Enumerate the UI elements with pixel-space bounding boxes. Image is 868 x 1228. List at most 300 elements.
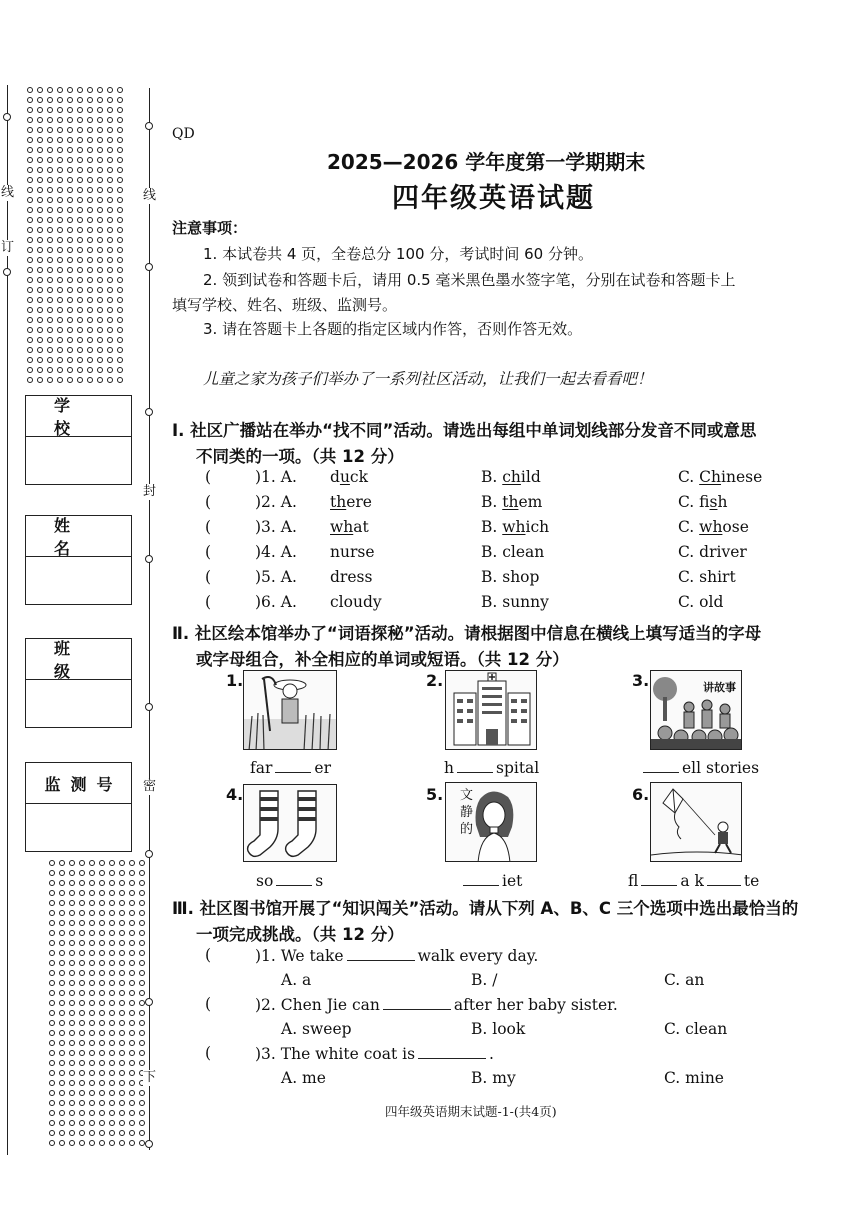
perforation-dot bbox=[59, 970, 65, 976]
perforation-dot bbox=[107, 97, 113, 103]
perforation-dot bbox=[77, 127, 83, 133]
perforation-dot bbox=[79, 1080, 85, 1086]
perforation-dot bbox=[37, 297, 43, 303]
stem-text: . bbox=[489, 1045, 494, 1063]
socks-picture bbox=[243, 784, 337, 862]
quiet-girl-picture bbox=[445, 782, 537, 862]
perforation-dot bbox=[47, 377, 53, 383]
answer-paren[interactable]: ( bbox=[205, 593, 212, 611]
perforation-dot bbox=[27, 97, 33, 103]
perforation-dot bbox=[117, 237, 123, 243]
perforation-dot bbox=[107, 377, 113, 383]
class-field[interactable] bbox=[25, 638, 132, 728]
perforation-dot bbox=[129, 1110, 135, 1116]
perforation-dot bbox=[27, 167, 33, 173]
perforation-dot bbox=[109, 960, 115, 966]
pic-number: 1. bbox=[226, 671, 244, 690]
perforation-dot bbox=[119, 1100, 125, 1106]
answer-blank[interactable] bbox=[707, 871, 741, 886]
perforation-dot bbox=[69, 1120, 75, 1126]
binding-line-middle bbox=[149, 88, 150, 1150]
perforation-dot bbox=[97, 147, 103, 153]
perforation-dot bbox=[87, 97, 93, 103]
perforation-dot bbox=[57, 347, 63, 353]
binding-ring bbox=[145, 998, 153, 1006]
perforation-dot bbox=[119, 910, 125, 916]
perforation-dot bbox=[117, 307, 123, 313]
perforation-dot bbox=[89, 1000, 95, 1006]
perforation-dot bbox=[117, 87, 123, 93]
perforation-dot bbox=[87, 107, 93, 113]
perforation-dot bbox=[69, 920, 75, 926]
perforation-dot bbox=[89, 940, 95, 946]
perforation-dot bbox=[47, 227, 53, 233]
option-text: d bbox=[330, 468, 340, 486]
perforation-dot bbox=[109, 1100, 115, 1106]
perforation-dot bbox=[107, 257, 113, 263]
perforation-dot bbox=[57, 187, 63, 193]
perforation-dot bbox=[59, 1140, 65, 1146]
option-text: C. old bbox=[678, 593, 724, 611]
perforation-dot bbox=[69, 910, 75, 916]
perforation-dot bbox=[139, 1040, 145, 1046]
school-field[interactable] bbox=[25, 395, 132, 485]
perforation-dot bbox=[49, 1040, 55, 1046]
perforation-dot bbox=[77, 287, 83, 293]
perforation-dot bbox=[89, 880, 95, 886]
perforation-dot bbox=[79, 890, 85, 896]
perforation-dot bbox=[77, 167, 83, 173]
perforation-dot bbox=[119, 870, 125, 876]
option-b[interactable]: B. / bbox=[471, 971, 498, 989]
perforation-dot bbox=[47, 177, 53, 183]
perforation-dot bbox=[87, 137, 93, 143]
perforation-dot bbox=[57, 327, 63, 333]
perforation-dot bbox=[37, 167, 43, 173]
perforation-dots-bottom bbox=[47, 858, 147, 1148]
perforation-dot bbox=[119, 980, 125, 986]
perforation-dot bbox=[69, 860, 75, 866]
perforation-dot bbox=[117, 147, 123, 153]
perforation-dot bbox=[109, 950, 115, 956]
stem-text: walk every day. bbox=[417, 947, 539, 965]
perforation-dot bbox=[99, 1140, 105, 1146]
perforation-dot bbox=[67, 307, 73, 313]
option-text: B. clean bbox=[481, 543, 545, 561]
perforation-dot bbox=[37, 107, 43, 113]
perforation-dot bbox=[107, 217, 113, 223]
binding-ring bbox=[145, 1140, 153, 1148]
option-c[interactable]: C. clean bbox=[664, 1020, 728, 1038]
perforation-dot bbox=[77, 247, 83, 253]
perforation-dot bbox=[37, 347, 43, 353]
perforation-dot bbox=[97, 307, 103, 313]
perforation-dot bbox=[69, 1070, 75, 1076]
perforation-dot bbox=[67, 257, 73, 263]
perforation-dot bbox=[67, 87, 73, 93]
perforation-dot bbox=[49, 910, 55, 916]
perforation-dot bbox=[107, 277, 113, 283]
perforation-dot bbox=[27, 297, 33, 303]
perforation-dot bbox=[109, 990, 115, 996]
answer-blank[interactable] bbox=[418, 1044, 486, 1059]
answer-paren[interactable]: ( bbox=[205, 518, 212, 536]
option-c[interactable]: C. an bbox=[664, 971, 705, 989]
perforation-dot bbox=[49, 1050, 55, 1056]
perforation-dot bbox=[59, 940, 65, 946]
perforation-dot bbox=[77, 307, 83, 313]
perforation-dots-top bbox=[25, 85, 125, 385]
perforation-dot bbox=[67, 187, 73, 193]
perforation-dot bbox=[107, 157, 113, 163]
perforation-dot bbox=[87, 287, 93, 293]
perforation-dot bbox=[79, 1050, 85, 1056]
option-b[interactable]: B. my bbox=[471, 1069, 516, 1087]
perforation-dot bbox=[27, 317, 33, 323]
perforation-dot bbox=[47, 237, 53, 243]
perforation-dot bbox=[129, 960, 135, 966]
question-number: )6. A. bbox=[255, 593, 297, 611]
option-b bbox=[481, 593, 549, 611]
perforation-dot bbox=[97, 297, 103, 303]
option-b[interactable]: B. look bbox=[471, 1020, 526, 1038]
perforation-dot bbox=[67, 167, 73, 173]
perforation-dot bbox=[89, 870, 95, 876]
perforation-dot bbox=[87, 277, 93, 283]
perforation-dot bbox=[87, 127, 93, 133]
perforation-dot bbox=[77, 267, 83, 273]
perforation-dot bbox=[119, 920, 125, 926]
perforation-dot bbox=[97, 157, 103, 163]
perforation-dot bbox=[87, 217, 93, 223]
perforation-dot bbox=[59, 1000, 65, 1006]
perforation-dot bbox=[99, 1080, 105, 1086]
perforation-dot bbox=[77, 227, 83, 233]
perforation-dot bbox=[67, 267, 73, 273]
option-text: ere bbox=[346, 493, 372, 511]
perforation-dot bbox=[59, 890, 65, 896]
perforation-dot bbox=[87, 157, 93, 163]
binding-char: 订 bbox=[1, 240, 15, 255]
perforation-dot bbox=[109, 940, 115, 946]
option-a bbox=[330, 543, 375, 561]
perforation-dot bbox=[97, 127, 103, 133]
perforation-dot bbox=[79, 1020, 85, 1026]
perforation-dot bbox=[59, 900, 65, 906]
perforation-dot bbox=[69, 890, 75, 896]
perforation-dot bbox=[67, 247, 73, 253]
perforation-dot bbox=[79, 1030, 85, 1036]
perforation-dot bbox=[67, 337, 73, 343]
perforation-dot bbox=[99, 870, 105, 876]
perforation-dot bbox=[79, 1010, 85, 1016]
option-c bbox=[678, 518, 749, 536]
perforation-dot bbox=[69, 1050, 75, 1056]
perforation-dot bbox=[139, 920, 145, 926]
perforation-dot bbox=[97, 177, 103, 183]
answer-blank[interactable] bbox=[457, 758, 493, 773]
answer-blank[interactable] bbox=[275, 758, 311, 773]
perforation-dot bbox=[119, 1010, 125, 1016]
farmer-picture bbox=[243, 670, 337, 750]
perforation-dot bbox=[119, 860, 125, 866]
stem-text: )1. We take bbox=[255, 947, 344, 965]
perforation-dot bbox=[67, 317, 73, 323]
perforation-dot bbox=[49, 1010, 55, 1016]
option-text: cloudy bbox=[330, 593, 382, 611]
binding-char: 封 bbox=[143, 484, 157, 499]
perforation-dot bbox=[59, 1020, 65, 1026]
perforation-dot bbox=[109, 1000, 115, 1006]
perforation-dot bbox=[59, 860, 65, 866]
perforation-dot bbox=[47, 97, 53, 103]
perforation-dot bbox=[79, 1120, 85, 1126]
option-a bbox=[330, 468, 368, 486]
perforation-dot bbox=[69, 990, 75, 996]
option-text: B. bbox=[481, 493, 503, 511]
perforation-dot bbox=[117, 187, 123, 193]
perforation-dot bbox=[59, 1130, 65, 1136]
perforation-dot bbox=[67, 327, 73, 333]
perforation-dot bbox=[49, 920, 55, 926]
answer-paren[interactable]: ( bbox=[205, 1044, 212, 1062]
perforation-dot bbox=[69, 880, 75, 886]
perforation-dot bbox=[59, 910, 65, 916]
perforation-dot bbox=[97, 257, 103, 263]
perforation-dot bbox=[97, 267, 103, 273]
perforation-dot bbox=[67, 367, 73, 373]
perforation-dot bbox=[89, 1060, 95, 1066]
hospital-picture bbox=[445, 670, 537, 750]
perforation-dot bbox=[87, 87, 93, 93]
perforation-dot bbox=[47, 117, 53, 123]
exam-number-field[interactable] bbox=[25, 762, 132, 852]
perforation-dot bbox=[47, 297, 53, 303]
perforation-dot bbox=[107, 247, 113, 253]
perforation-dot bbox=[97, 327, 103, 333]
perforation-dot bbox=[117, 197, 123, 203]
perforation-dot bbox=[57, 127, 63, 133]
stem-text: )2. Chen Jie can bbox=[255, 996, 380, 1014]
perforation-dot bbox=[87, 337, 93, 343]
word-completion bbox=[460, 871, 522, 890]
word-middle: a k bbox=[680, 872, 704, 890]
perforation-dot bbox=[79, 910, 85, 916]
perforation-dot bbox=[79, 1070, 85, 1076]
perforation-dot bbox=[69, 950, 75, 956]
perforation-dot bbox=[79, 860, 85, 866]
note-item: 1. 本试卷共 4 页，全卷总分 100 分，考试时间 60 分钟。 bbox=[203, 245, 593, 263]
option-c[interactable]: C. mine bbox=[664, 1069, 724, 1087]
option-a[interactable]: A. sweep bbox=[281, 1020, 352, 1038]
perforation-dot bbox=[69, 1020, 75, 1026]
perforation-dot bbox=[37, 327, 43, 333]
answer-blank[interactable] bbox=[276, 871, 312, 886]
perforation-dot bbox=[47, 127, 53, 133]
perforation-dot bbox=[107, 117, 113, 123]
perforation-dot bbox=[97, 197, 103, 203]
answer-blank[interactable] bbox=[463, 871, 499, 886]
section2-title-cont: 或字母组合，补全相应的单词或短语。（共 12 分） bbox=[196, 650, 569, 669]
perforation-dot bbox=[117, 377, 123, 383]
perforation-dot bbox=[49, 1030, 55, 1036]
perforation-dot bbox=[37, 337, 43, 343]
underlined-part: th bbox=[330, 493, 347, 511]
perforation-dot bbox=[119, 930, 125, 936]
perforation-dot bbox=[99, 1130, 105, 1136]
perforation-dot bbox=[27, 367, 33, 373]
perforation-dot bbox=[129, 1090, 135, 1096]
perforation-dot bbox=[139, 1090, 145, 1096]
perforation-dot bbox=[59, 1040, 65, 1046]
perforation-dot bbox=[27, 277, 33, 283]
perforation-dot bbox=[129, 1080, 135, 1086]
perforation-dot bbox=[49, 1060, 55, 1066]
perforation-dot bbox=[89, 1070, 95, 1076]
perforation-dot bbox=[57, 97, 63, 103]
perforation-dot bbox=[77, 157, 83, 163]
perforation-dot bbox=[67, 197, 73, 203]
perforation-dot bbox=[77, 147, 83, 153]
perforation-dot bbox=[59, 1090, 65, 1096]
perforation-dot bbox=[99, 880, 105, 886]
option-a[interactable]: A. a bbox=[281, 971, 312, 989]
answer-blank[interactable] bbox=[383, 995, 451, 1010]
perforation-dot bbox=[37, 307, 43, 313]
perforation-dot bbox=[87, 307, 93, 313]
perforation-dot bbox=[27, 257, 33, 263]
perforation-dot bbox=[97, 217, 103, 223]
perforation-dot bbox=[49, 990, 55, 996]
perforation-dot bbox=[89, 980, 95, 986]
perforation-dot bbox=[37, 207, 43, 213]
perforation-dot bbox=[37, 317, 43, 323]
perforation-dot bbox=[117, 257, 123, 263]
perforation-dot bbox=[77, 337, 83, 343]
perforation-dot bbox=[109, 1050, 115, 1056]
perforation-dot bbox=[87, 367, 93, 373]
word-completion bbox=[628, 871, 759, 890]
perforation-dot bbox=[77, 87, 83, 93]
perforation-dot bbox=[69, 960, 75, 966]
option-c bbox=[678, 493, 727, 511]
perforation-dot bbox=[97, 337, 103, 343]
perforation-dot bbox=[79, 940, 85, 946]
perforation-dot bbox=[99, 980, 105, 986]
perforation-dot bbox=[37, 127, 43, 133]
answer-blank[interactable] bbox=[643, 758, 679, 773]
perforation-dot bbox=[79, 970, 85, 976]
perforation-dot bbox=[49, 1070, 55, 1076]
perforation-dot bbox=[139, 910, 145, 916]
perforation-dot bbox=[107, 297, 113, 303]
perforation-dot bbox=[107, 327, 113, 333]
perforation-dot bbox=[67, 137, 73, 143]
perforation-dot bbox=[47, 357, 53, 363]
perforation-dot bbox=[99, 1040, 105, 1046]
perforation-dot bbox=[99, 1020, 105, 1026]
paper-code: QD bbox=[172, 126, 195, 142]
perforation-dot bbox=[89, 1120, 95, 1126]
perforation-dot bbox=[27, 87, 33, 93]
perforation-dot bbox=[107, 107, 113, 113]
answer-paren[interactable]: ( bbox=[205, 946, 212, 964]
answer-paren[interactable]: ( bbox=[205, 568, 212, 586]
perforation-dot bbox=[47, 317, 53, 323]
perforation-dot bbox=[99, 930, 105, 936]
perforation-dot bbox=[139, 870, 145, 876]
perforation-dot bbox=[119, 1080, 125, 1086]
perforation-dot bbox=[77, 117, 83, 123]
perforation-dot bbox=[119, 1060, 125, 1066]
note-item: 2. 领到试卷和答题卡后，请用 0.5 毫米黑色墨水签字笔，分别在试卷和答题卡上 bbox=[203, 271, 736, 289]
perforation-dot bbox=[117, 247, 123, 253]
perforation-dot bbox=[87, 297, 93, 303]
binding-ring bbox=[145, 850, 153, 858]
perforation-dot bbox=[79, 990, 85, 996]
perforation-dot bbox=[67, 107, 73, 113]
perforation-dot bbox=[139, 940, 145, 946]
answer-blank[interactable] bbox=[347, 946, 415, 961]
perforation-dot bbox=[109, 930, 115, 936]
answer-paren[interactable]: ( bbox=[205, 468, 212, 486]
perforation-dot bbox=[89, 860, 95, 866]
perforation-dot bbox=[139, 1020, 145, 1026]
perforation-dot bbox=[27, 357, 33, 363]
binding-ring bbox=[145, 703, 153, 711]
perforation-dot bbox=[49, 890, 55, 896]
perforation-dot bbox=[67, 357, 73, 363]
underlined-part: Ch bbox=[699, 468, 722, 486]
school-field-label: 学 校 bbox=[26, 396, 131, 437]
perforation-dot bbox=[139, 1010, 145, 1016]
perforation-dot bbox=[109, 910, 115, 916]
answer-paren[interactable]: ( bbox=[205, 493, 212, 511]
option-a[interactable]: A. me bbox=[281, 1069, 326, 1087]
perforation-dot bbox=[49, 1110, 55, 1116]
perforation-dot bbox=[49, 1130, 55, 1136]
perforation-dot bbox=[139, 1050, 145, 1056]
perforation-dot bbox=[77, 327, 83, 333]
perforation-dot bbox=[107, 357, 113, 363]
perforation-dot bbox=[67, 157, 73, 163]
name-field[interactable] bbox=[25, 515, 132, 605]
perforation-dot bbox=[99, 1010, 105, 1016]
perforation-dot bbox=[107, 347, 113, 353]
perforation-dot bbox=[97, 87, 103, 93]
perforation-dot bbox=[99, 910, 105, 916]
word-prefix: so bbox=[256, 872, 274, 890]
perforation-dot bbox=[109, 900, 115, 906]
word-suffix: spital bbox=[495, 759, 540, 777]
perforation-dot bbox=[57, 307, 63, 313]
option-b bbox=[481, 543, 544, 561]
answer-paren[interactable]: ( bbox=[205, 543, 212, 561]
perforation-dot bbox=[117, 297, 123, 303]
perforation-dot bbox=[67, 277, 73, 283]
answer-blank[interactable] bbox=[641, 871, 677, 886]
option-a bbox=[330, 518, 369, 536]
word-suffix: er bbox=[314, 759, 331, 777]
answer-paren[interactable]: ( bbox=[205, 995, 212, 1013]
perforation-dot bbox=[49, 870, 55, 876]
perforation-dot bbox=[119, 1020, 125, 1026]
option-text: h bbox=[717, 493, 728, 511]
perforation-dot bbox=[27, 377, 33, 383]
perforation-dot bbox=[79, 1060, 85, 1066]
option-text: C. bbox=[678, 468, 700, 486]
perforation-dot bbox=[99, 990, 105, 996]
